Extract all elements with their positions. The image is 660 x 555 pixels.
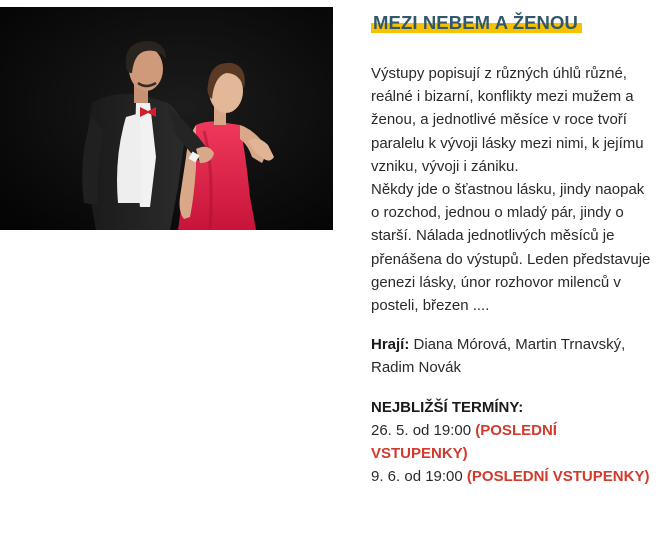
event-title-wrap [371,8,656,40]
event-description [371,62,656,317]
event-cast [371,333,656,379]
event-photo [0,7,333,230]
event-detail [371,8,656,488]
ticket-status: (POSLEDNÍ VSTUPENKY) [371,421,557,462]
stage-photo-illustration [0,7,333,230]
date-time: 9. 6. od 19:00 [371,468,463,486]
upcoming-dates-heading: NEJBLIŽŠÍ TERMÍNY: [371,398,524,416]
ticket-status: (POSLEDNÍ VSTUPENKY) [466,468,650,486]
cast-label: Hrají: [371,336,410,354]
date-time: 26. 5. od 19:00 [371,421,472,439]
event-title: MEZI NEBEM A ŽENOU [371,12,582,33]
event-description-paragraph-1: Výstupy popisují z různých úhlů různé, reálné i bizarní, konflikty mezi mužem a ženou, a jednotlivé měsíce v roce tvoří paralelu k vývoji lásky mezi nimi, k jejímu vzniku, vývoji i zániku. [371,65,644,175]
date-row[interactable] [371,419,656,465]
date-row[interactable] [371,465,656,488]
cast-names: Diana Mórová, Martin Trnavský, Radim Novák [371,336,626,377]
event-description-paragraph-2: Někdy jde o šťastnou lásku, jindy naopak o rozchod, jednou o mladý pár, jindy o starší. Nálada jednotlivých měsíců je přenášena do výstupů. Leden představuje genezi lásky, únor rozhovor milenců v posteli, březen .... [371,181,651,315]
